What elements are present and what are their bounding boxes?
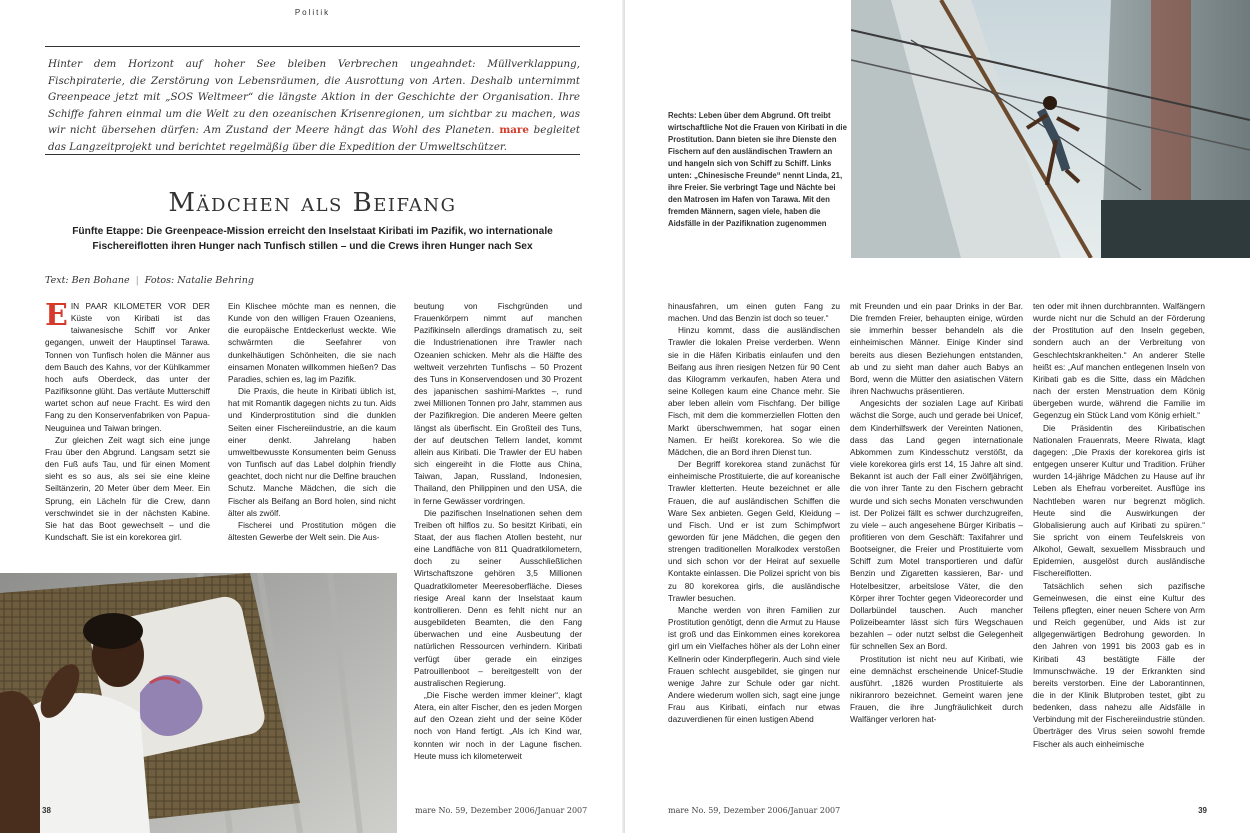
intro-text-part2: begleitet das Langzeitprojekt und berichtet regelmäßig über die Expedition der Umweltschützer. [48, 124, 580, 153]
column-3-paragraph-2: Die pazifischen Inselnationen sehen dem Treiben oft hilflos zu. So besitzt Kiribati, ein Staat, der aus flachen Atollen besteht, nur eine Landfläche von 811 Quadratkilometern, doch zu seiner Ausschließlichen Wirtschaftszone gehören 3,5 Millionen Quadratkilometer Meeresoberfläche. Dieses riesige Areal kann der Inselstaat kaum kontrollieren. Denn es fehlt nicht nur an ausgebildeten Beamten, die den Fang überwachen und eine Ausbeutung der natürlichen Ressourcen verhindern. Kiribati verfügt über gerade ein einziges Patrouillenboot – bereitgestellt von der australischen Regierung. [414, 507, 582, 688]
article-column-2 [228, 300, 396, 562]
byline-photographer: Fotos: Natalie Behring [144, 275, 254, 286]
mare-brand: mare [499, 124, 529, 137]
photo-woman-graphic [0, 573, 397, 833]
column-4-paragraph-2: Hinzu kommt, dass die ausländischen Trawler die lokalen Preise verderben. Wenn sie in die Häfen Kiribatis einlaufen und den Beifang aus ihren riesigen Netzen für 90 Cent das Kilogramm verkaufen, haben Atera und seine Kollegen kaum eine Chance mehr. Sie aber leben allein vom Fischfang. Der billige Fisch, mit dem die kommerziellen Flotten den Markt überschwemmen, hat sogar einen Namen. Er heißt korekorea. So wie die Mädchen, die an Bord ihren Dienst tun. [668, 325, 840, 457]
intro-text-part1: Hinter dem Horizont auf hoher See bleiben Verbrechen ungeahndet: Müllverklappung, Fischpiraterie, die Zerstörung von Lebensräumen, die Ausrottung von Arten. Deshalb unternimmt Greenpeace jetzt mit „SOS Weltmeer“ die längste Aktion in der Geschichte der Organisation. Ihre Schiffe fahren einmal um die Welt zu den ozeanischen Krisenregionen, um sichtbar zu machen, was wir nicht übersehen dürfen: Am Zustand der Meere hängt das Wohl des Planeten. [48, 58, 580, 137]
lead-text: IN PAAR KILOMETER VOR DER Küste von Kiribati ist das taiwanesische Schiff vor Anker gegangen, unweit der Hauptinsel Tarawa. Tonnen von Tunfisch holen die Männer aus dem Bauch des Kahns, vor der Kühlkammer hoch aufs Oberdeck, das unter der Pazifiksonne glüht. Das vertäute Mutterschiff wartet schon auf neue Fracht. Es wird den Fang zu den Konservenfabriken von Papua-Neuguinea und Taiwan bringen. [45, 301, 210, 433]
column-5-paragraph-3: Prostitution ist nicht neu auf Kiribati, wie eine demnächst erscheinende Unicef-Studie ausführt. „1826 wurden Prostituierte als nikiranroro bezeichnet. Gemeint waren jene Frauen, die ihre Jungfräulichkeit durch Walfänger verloren hat- [850, 653, 1023, 725]
column-6-paragraph-3: Tatsächlich sehen sich pazifische Gemeinwesen, die einst eine Kultur des Teilens pflegten, einer neuen Schere von Arm und Reich gegenüber, und Aids ist zur allgegenwärtigen Bedrohung geworden. In den Jahren von 1991 bis 2003 gab es in Kiribati 43 bestätigte Fälle der Immunschwäche. 19 der Erkrankten sind bereits verstorben. Eine der Laborantinnen, die in der Klinik Blutproben testet, gibt zu bedenken, dass nahezu alle Aidsfälle in Verbindung mit der Fischereiindustrie stünden. Überträger des Virus seien sowohl fremde Fischer als auch einheimische [1033, 580, 1205, 749]
footer-left: mare No. 59, Dezember 2006/Januar 2007 [415, 806, 588, 815]
photo-woman-on-pillow [0, 573, 397, 833]
column-1-paragraph-1 [45, 300, 210, 434]
article-column-3 [414, 300, 582, 792]
column-5-paragraph-2: Angesichts der sozialen Lage auf Kiribati wächst die Sorge, auch und gerade bei Unicef, dem Kinderhilfswerk der Vereinten Nationen, dass das Land gegen internationale Abkommen zum Kindesschutz verstößt, da viele korekorea girls erst 14, 15 Jahre alt sind. Bekannt ist auch der Fall einer Zwölfjährigen, die von ihrer Tante zu den Fischern gebracht wurde und sich sechs Monaten verschwunden ist. Der Polizei fällt es schwer durchzugreifen, zu viele – auch angesehene Bürger Kiribatis – profitieren von dem Geschäft: Taxifahrer und Bootseigner, die Freier und Prostituierte vom Schiff zum Motel transportieren und dafür Benzin und Zigaretten kassieren, Bar- und Hotelbesitzer, arbeitslose Väter, die den Körper ihrer Tochter gegen Videorecorder und Dollarbündel tauschen. Auch mancher Polizeibeamter lässt sich fürs Wegschauen bezahlen – oder nutzt selbst die Gelegenheit für schnellen Sex an Bord. [850, 398, 1023, 652]
column-1-paragraph-2: Zur gleichen Zeit wagt sich eine junge Frau über den Abgrund. Langsam setzt sie den Fuß aufs Tau, und für einen Moment sieht es so aus, als sei sie eine kleine Seiltänzerin, 20 Meter über dem Meer. Ein Sprung, ein Lächeln für die Crew, dann verschwindet sie in der nächsten Kabine. Sie hat das Boot gewechselt – und die Kundschaft. Sie ist ein korekorea girl. [45, 434, 210, 542]
column-3-paragraph-1: beutung von Fischgründen und Frauenkörpern nimmt auf manchen Pazifikinseln allerdings dramatisch zu, seit die Industrienationen ihre Trawler nach Ozeanien schicken. Mehr als die Hälfte des weltweit verzehrten Tunfischs – 50 Prozent des Tuns in Konservendosen und 30 Prozent des japanischen sashimi-Marktes –, rund zwei Millionen Tonnen pro Jahr, stammen aus der Pazifikregion. Die anderen Meere gelten längst als überfischt. Ein Großteil des Tuns, der auf deutschen Tellern landet, kommt allein aus Kiribati. Die Trawler der EU haben sich eingereiht in die Flotte aus China, Taiwan, Japan, Russland, Indonesien, Thailand, den Philippinen und den USA, die in ferne Gewässer vordringen. [414, 301, 582, 506]
column-3-paragraph-3: „Die Fische werden immer kleiner“, klagt Atera, ein alter Fischer, den es jeden Morgen auf den Ozean zieht und der seine Köder noch von Hand fertigt. „Als ich Kind war, konnten wir noch in der Lagune fischen. Heute muss ich kilometerweit [414, 690, 582, 761]
column-4-paragraph-4: Manche werden von ihren Familien zur Prostitution genötigt, denn die Armut zu Hause ist groß und das Einkommen eines korekorea girl um ein Vielfaches höher als der Lohn einer Kellnerin oder Kinderpflegerin. Auch sind viele Frauen schlecht ausgebildet, sie gingen nur wenige Jahre zur Schule oder gar nicht. Andere wiederum wollen sich, sagt eine junge Frau aus Kiribati, einfach nur etwas dazuverdienen für einen lustigen Abend [668, 604, 840, 725]
page-number-right: 39 [1198, 806, 1207, 815]
column-2-paragraph-1: Ein Klischee möchte man es nennen, die Kunde von den willigen Frauen Ozeaniens, die europäische Entdeckerlust weckte. Wie schwärmten die Seefahrer von dunkelhäutigen Schönheiten, die sie nach einsamen Monaten willkommen hießen? Das Paradies, schien es, lag im Pazifik. [228, 301, 396, 384]
article-column-6 [1033, 300, 1205, 792]
column-2-paragraph-2: Die Praxis, die heute in Kiribati üblich ist, hat mit Romantik dagegen nichts zu tun. Aids und Kinderprostitution sind die dunklen Seiten einer Fischereiindustrie, an die kaum einer denkt. Jahrelang haben umweltbewusste Konsumenten beim Genuss von Tunfisch auf das Label dolphin friendly geachtet, doch nicht nur die Delfine brauchen Schutz. Manche Mädchen, die sich die Fischer als Beifang an Bord holen, sind nicht älter als zwölf. [228, 386, 396, 518]
section-label: Politik [294, 8, 331, 17]
column-6-paragraph-1: ten oder mit ihnen durchbrannten. Walfängern wurde nicht nur die Schuld an der Förderung der Prostitution auf den Inseln gegeben, sondern auch an der Verbreitung von Geschlechtskrankheiten.“ An anderer Stelle heißt es: „Auf manchen entlegenen Inseln von Kiribati gab es die Sitte, dass ein Mädchen nach der ersten Menstruation dem König übergeben wurde, während die Familie im Gegenzug ein Stück Land vom König erhielt.“ [1033, 301, 1205, 421]
byline [45, 275, 254, 286]
article-column-4 [668, 300, 840, 792]
column-2-paragraph-3: Fischerei und Prostitution mögen die ältesten Gewerbe der Welt sein. Die Aus- [228, 519, 396, 542]
headline: Mädchen als Beifang [168, 188, 457, 218]
article-column-5 [850, 300, 1023, 792]
subheadline: Fünfte Etappe: Die Greenpeace-Mission erreicht den Inselstaat Kiribati im Pazifik, wo internationale Fischereiflotten ihren Hunger nach Tunfisch stillen – und die Crews ihren Hunger nach Sex [72, 226, 553, 252]
drop-cap: E [45, 300, 68, 333]
photo-caption: Rechts: Leben über dem Abgrund. Oft treibt wirtschaftliche Not die Frauen von Kiribati in die Prostitution. Dann bieten sie ihre Dienste den Fischern auf den ausländischen Trawlern an und hangeln sich von Schiff zu Schiff. Links unten: „Chinesische Freunde“ nennt Linda, 21, ihre Freier. Sie verbringt Tage und Nächte bei den Matrosen im Hafen von Tarawa. Mit den fremden Männern, sagen viele, haben die Aidsfälle in der Pazifiknation zugenommen [668, 111, 847, 228]
photo-ship-hull [851, 0, 1250, 258]
column-4-paragraph-1: hinausfahren, um einen guten Fang zu machen. Und das Benzin ist doch so teuer.“ [668, 301, 840, 324]
column-6-paragraph-2: Die Präsidentin des Kiribatischen Nationalen Frauenrats, Meere Riwata, klagt dagegen: „Die Praxis der korekorea girls ist entgegen unserer Kultur und Tradition. Früher wurden 14-jährige Mädchen zu Hause auf ihr Leben als Ehefrau vorbereitet. Ausflüge ins Nachtleben waren nur begrenzt möglich. Heute sind die Auswirkungen der Globalisierung auch auf Kiribati zu spüren.“ Sie spricht von einem Teufelskreis von Alkohol, Gewalt, sexuellem Missbrauch und Epidemien, ausgelöst durch ausländische Fischereiflotten. [1033, 422, 1205, 579]
page-number-left: 38 [42, 806, 51, 815]
right-page [625, 0, 1250, 833]
photo-ship-graphic [851, 0, 1250, 258]
footer-right: mare No. 59, Dezember 2006/Januar 2007 [668, 806, 841, 815]
column-4-paragraph-3: Der Begriff korekorea stand zunächst für einheimische Prostituierte, die auf koreanische Trawler kletterten. Heute bezeichnet er alle Frauen, die auf ausländischen Schiffen die Ware Sex anbieten. Gegen Geld, Kleidung – und Fisch. Und er ist zum Schimpfwort geworden für jene Mädchen, die gegen den strengen traditionellen Moralkodex verstoßen und sich schon vor der Heirat auf sexuelle Kontakte einlassen. Die Polizei spricht von bis zu 80 korekorea girls, die ausländische Trawler besuchen. [668, 459, 840, 603]
intro-text [48, 56, 580, 156]
intro-rule-bottom [45, 154, 580, 155]
byline-author: Text: Ben Bohane [45, 275, 130, 286]
column-5-paragraph-1: mit Freunden und ein paar Drinks in der Bar. Die fremden Freier, behaupten einige, würden sie immerhin besser behandeln als die einheimischen Männer. Einige Kinder sind bereits aus diesen Beziehungen entstanden, ab und zu sieht man daher auch Babys an Bord, wenn die Mütter den asiatischen Vätern ihren Nachwuchs präsentieren. [850, 301, 1023, 397]
byline-separator: | [135, 275, 139, 286]
intro-rule-top [45, 46, 580, 47]
article-column-1 [45, 300, 210, 562]
